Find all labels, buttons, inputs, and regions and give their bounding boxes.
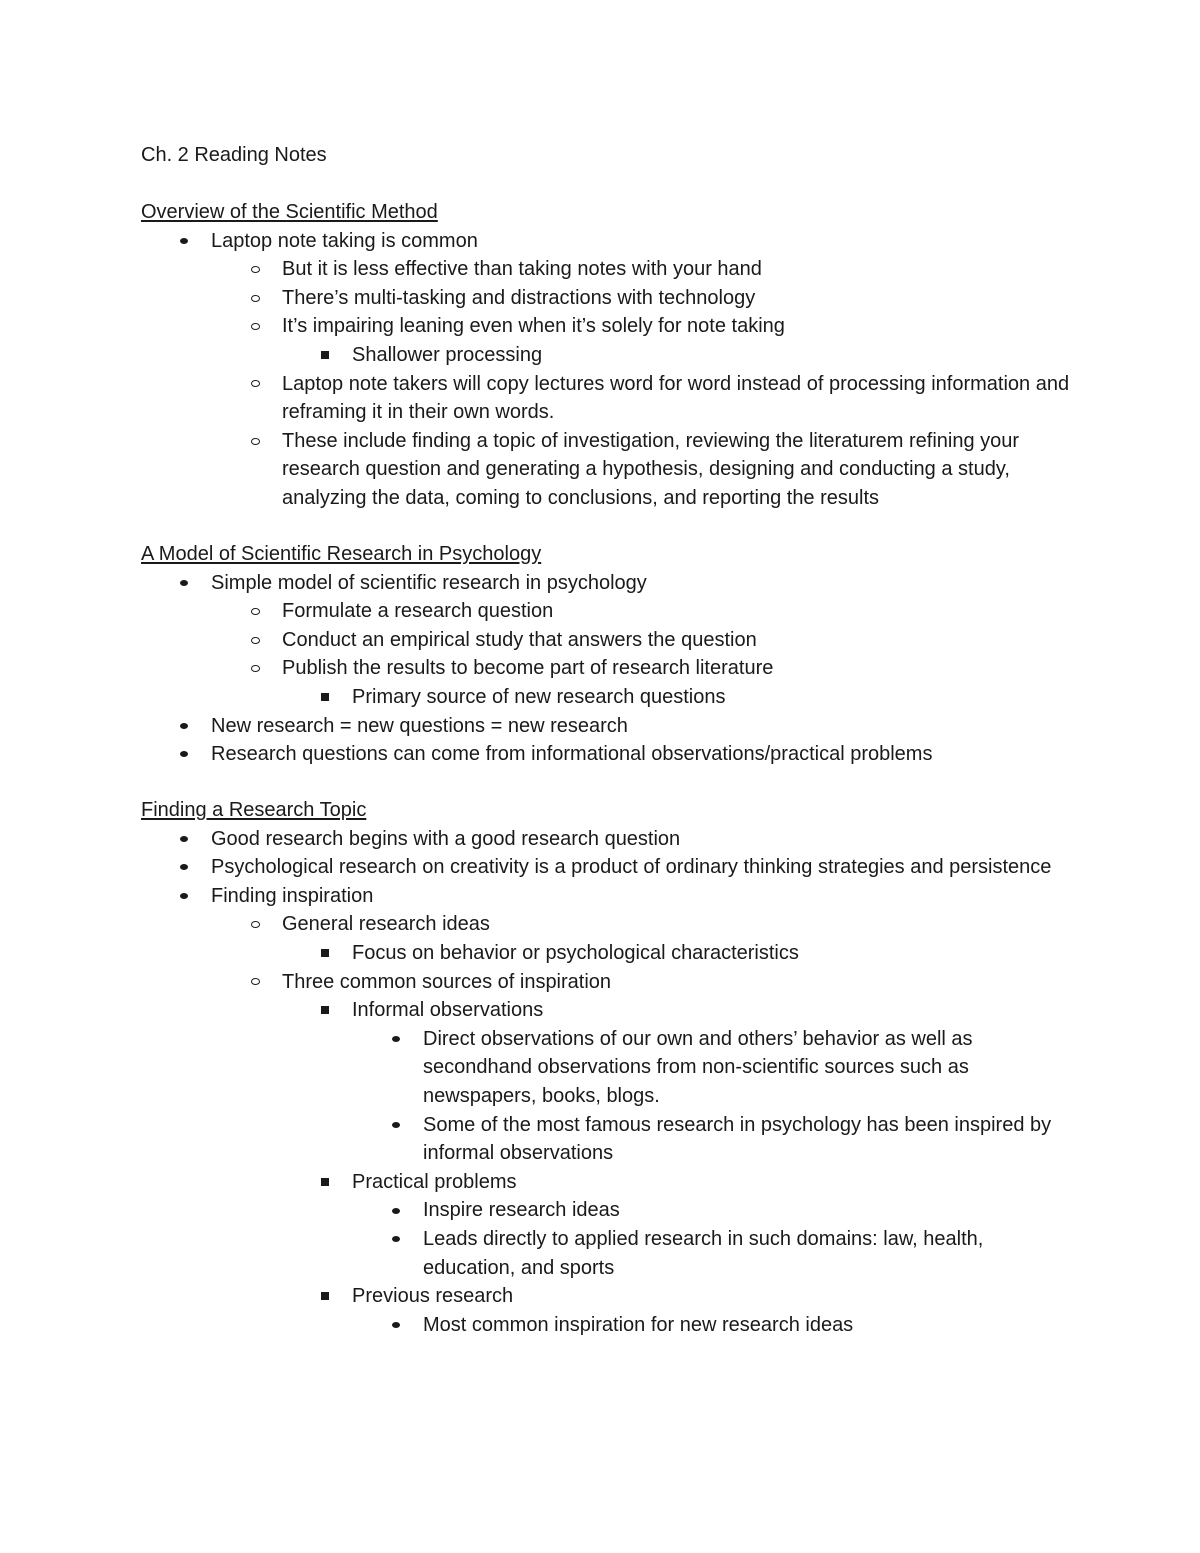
list-item xyxy=(141,996,1071,1025)
list-item xyxy=(141,853,1071,882)
list-item-text: Focus on behavior or psychological characteristics xyxy=(352,941,799,964)
list-item-text: Laptop note takers will copy lectures word for word instead of processing information and reframing it in their own words. xyxy=(282,372,1070,424)
list-item xyxy=(141,284,1071,313)
bullet-circle-icon xyxy=(248,654,262,683)
list-item-text: It’s impairing leaning even when it’s solely for note taking xyxy=(282,315,785,338)
list-item-text: Informal observations xyxy=(352,999,544,1022)
list-item-text: Good research begins with a good research question xyxy=(211,827,681,850)
list-item xyxy=(141,1025,1053,1111)
bullet-circle-icon xyxy=(248,370,262,399)
list-item-text: Some of the most famous research in psychology has been inspired by informal observations xyxy=(423,1113,1052,1165)
bullet-square-icon xyxy=(318,1282,332,1311)
list-item-text: Publish the results to become part of research literature xyxy=(282,657,774,680)
list-item xyxy=(141,654,1071,683)
list-item xyxy=(141,1196,1071,1225)
list-item-text: General research ideas xyxy=(282,913,490,936)
list-item xyxy=(141,683,1071,712)
list-item xyxy=(141,712,1071,741)
bullet-circle-icon xyxy=(248,968,262,997)
list-item-text: There’s multi-tasking and distractions with technology xyxy=(282,286,756,309)
bullet-dot-icon xyxy=(389,1025,403,1054)
bullet-list xyxy=(141,227,1071,513)
list-item-text: Previous research xyxy=(352,1285,514,1308)
bullet-dot-icon xyxy=(177,712,191,741)
list-item xyxy=(141,370,1071,427)
bullet-dot-icon xyxy=(177,569,191,598)
list-item xyxy=(141,626,1071,655)
list-item-text: Direct observations of our own and others’ behavior as well as secondhand observations from non-scientific sources such as newspapers, books, blogs. xyxy=(423,1027,973,1107)
bullet-square-icon xyxy=(318,683,332,712)
list-item-text: Conduct an empirical study that answers the question xyxy=(282,628,757,651)
bullet-dot-icon xyxy=(177,825,191,854)
list-item xyxy=(141,740,1071,769)
list-item xyxy=(141,312,1071,341)
list-item-text: Formulate a research question xyxy=(282,600,554,623)
bullet-circle-icon xyxy=(248,910,262,939)
bullet-circle-icon xyxy=(248,284,262,313)
list-item xyxy=(141,882,1071,911)
bullet-dot-icon xyxy=(389,1311,403,1340)
list-item xyxy=(141,597,1071,626)
section-model-scientific-research xyxy=(141,540,1071,769)
bullet-circle-icon xyxy=(248,255,262,284)
list-item xyxy=(141,910,1071,939)
list-item-text: Leads directly to applied research in such domains: law, health, education, and sports xyxy=(423,1227,984,1279)
section-finding-research-topic xyxy=(141,796,1071,1339)
bullet-dot-icon xyxy=(177,882,191,911)
list-item-text: But it is less effective than taking notes with your hand xyxy=(282,258,762,281)
list-item-text: Primary source of new research questions xyxy=(352,685,726,708)
bullet-square-icon xyxy=(318,939,332,968)
bullet-dot-icon xyxy=(177,853,191,882)
list-item-text: Three common sources of inspiration xyxy=(282,970,612,993)
list-item xyxy=(141,427,1071,513)
section-overview-scientific-method xyxy=(141,198,1071,513)
list-item-text: Research questions can come from informational observations/practical problems xyxy=(211,743,933,766)
list-item-text: Finding inspiration xyxy=(211,884,374,907)
section-heading: Overview of the Scientific Method xyxy=(141,201,438,223)
bullet-list xyxy=(141,569,1071,769)
list-item xyxy=(141,939,1071,968)
list-item xyxy=(141,968,1071,997)
section-heading: A Model of Scientific Research in Psychology xyxy=(141,543,542,565)
bullet-dot-icon xyxy=(389,1111,403,1140)
list-item-text: Practical problems xyxy=(352,1170,517,1193)
bullet-dot-icon xyxy=(389,1225,403,1254)
bullet-circle-icon xyxy=(248,626,262,655)
list-item-text: Laptop note taking is common xyxy=(211,229,478,252)
list-item-text: Shallower processing xyxy=(352,343,543,366)
list-item xyxy=(141,255,1071,284)
list-item xyxy=(141,1111,1053,1168)
section-heading: Finding a Research Topic xyxy=(141,799,367,821)
list-item xyxy=(141,341,1071,370)
list-item-text: These include finding a topic of investigation, reviewing the literaturem refining your research question and generating a hypothesis, designing and conducting a study, analyzing the data, coming to conclusions, and reporting the results xyxy=(282,429,1020,509)
list-item xyxy=(141,1168,1071,1197)
bullet-dot-icon xyxy=(389,1196,403,1225)
bullet-square-icon xyxy=(318,1168,332,1197)
bullet-circle-icon xyxy=(248,427,262,456)
list-item xyxy=(141,825,1071,854)
list-item xyxy=(141,569,1071,598)
list-item xyxy=(141,1311,1071,1340)
list-item-text: New research = new questions = new research xyxy=(211,714,628,737)
list-item xyxy=(141,227,1071,256)
list-item-text: Most common inspiration for new research ideas xyxy=(423,1313,854,1336)
bullet-circle-icon xyxy=(248,597,262,626)
bullet-circle-icon xyxy=(248,312,262,341)
list-item-text: Simple model of scientific research in psychology xyxy=(211,571,647,594)
bullet-dot-icon xyxy=(177,227,191,256)
bullet-list xyxy=(141,825,1071,1340)
bullet-dot-icon xyxy=(177,740,191,769)
bullet-square-icon xyxy=(318,341,332,370)
bullet-square-icon xyxy=(318,996,332,1025)
document-title: Ch. 2 Reading Notes xyxy=(141,144,327,166)
list-item xyxy=(141,1282,1071,1311)
list-item xyxy=(141,1225,1073,1282)
list-item-text: Inspire research ideas xyxy=(423,1199,620,1222)
list-item-text: Psychological research on creativity is a product of ordinary thinking strategies and persistence xyxy=(211,856,1052,879)
